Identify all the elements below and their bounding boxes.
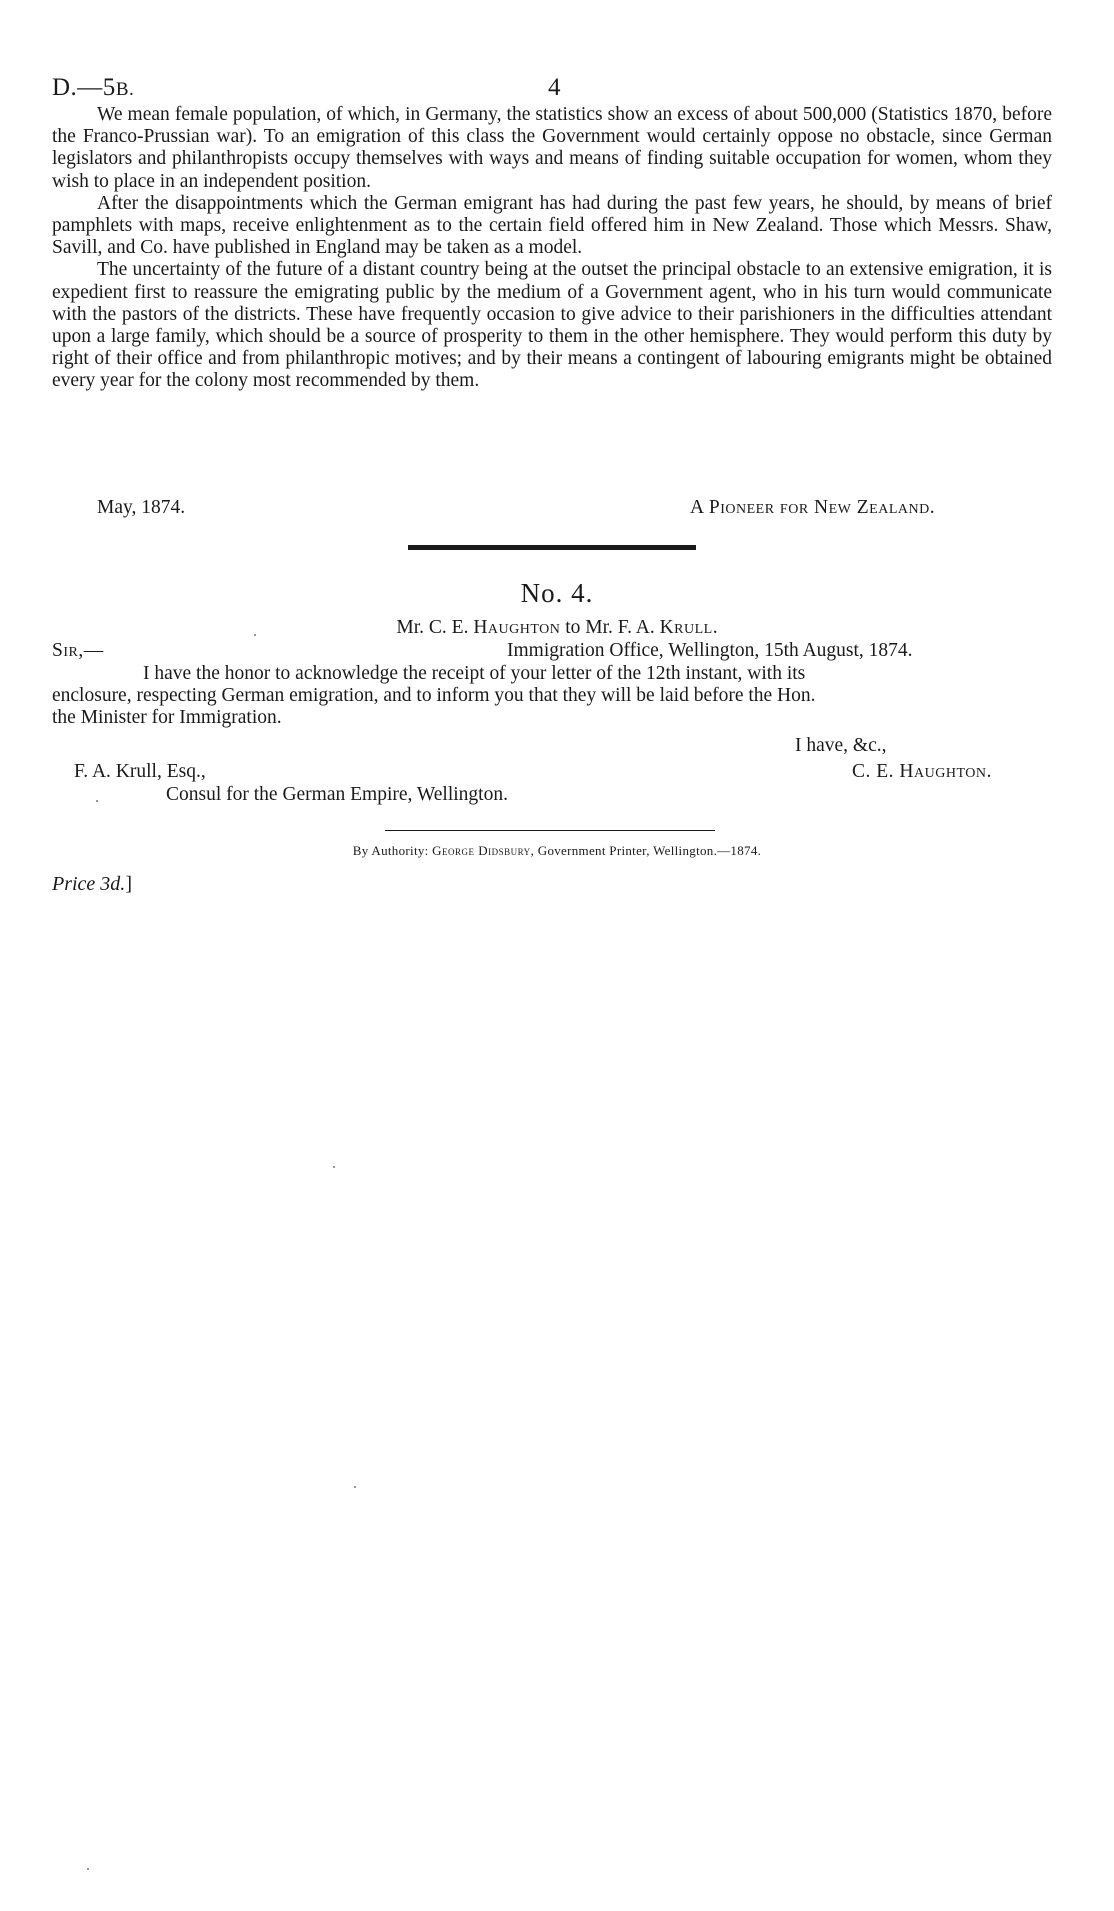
price-bracket: ] bbox=[125, 873, 132, 895]
letter-signer: C. E. Haughton. bbox=[852, 761, 992, 782]
letter-sender-name: Haughton bbox=[473, 617, 561, 638]
letter-recipient-name: Krull bbox=[659, 617, 713, 638]
memorandum-body bbox=[52, 104, 1052, 393]
letter-title-end: . bbox=[712, 617, 718, 638]
price-label bbox=[52, 873, 132, 896]
letter-salutation: Sir,— bbox=[52, 640, 104, 661]
letter-valediction: I have, &c., bbox=[795, 735, 887, 756]
section-heading: No. 4. bbox=[520, 578, 594, 608]
scan-speck bbox=[354, 1486, 356, 1488]
letter-title-prefix: Mr. C. E. bbox=[396, 617, 474, 638]
authority-suffix: , Government Printer, Wellington.—1874. bbox=[530, 843, 762, 858]
page-number: 4 bbox=[548, 74, 561, 101]
printer-authority bbox=[0, 843, 1114, 859]
section-divider bbox=[408, 545, 696, 550]
letter-recipient-title: Consul for the German Empire, Wellington. bbox=[166, 784, 508, 805]
scan-speck bbox=[254, 634, 256, 636]
letter-recipient-name: F. A. Krull, Esq., bbox=[74, 761, 206, 782]
letter-address: Immigration Office, Wellington, 15th August, 1874. bbox=[507, 640, 913, 661]
price-text: Price 3d. bbox=[52, 873, 126, 895]
letter-title-to: to Mr. F. A. bbox=[560, 617, 660, 638]
reference-prefix: D.—5 bbox=[52, 74, 116, 101]
paragraph-female-population: We mean female population, of which, in Germany, the statistics show an excess of about 500,000 (Statistics 1870, before the Franco-Prussian war). To an emigration of this class the Government would certainly oppose no obstacle, since German legislators and philanthropists occupy themselves with ways and means of finding suitable occupation for women, whom they wish to place in an independent position. bbox=[52, 104, 1052, 192]
scan-speck bbox=[333, 1166, 335, 1168]
printer-name: George Didsbury bbox=[432, 843, 531, 858]
authority-prefix: By Authority: bbox=[352, 843, 433, 858]
scan-speck bbox=[96, 800, 98, 802]
document-reference bbox=[52, 74, 134, 102]
letter-body-line-3: the Minister for Immigration. bbox=[52, 707, 282, 728]
reference-suffix: B. bbox=[115, 79, 135, 100]
letter-body-line-1: I have the honor to acknowledge the receipt of your letter of the 12th instant, with its bbox=[143, 663, 806, 684]
paragraph-disappointments: After the disappointments which the German emigrant has had during the past few years, he should, by means of brief pamphlets with maps, receive enlightenment as to the certain field offered him in New Zealand. Those which Messrs. Shaw, Savill, and Co. have published in England may be taken as a model. bbox=[52, 192, 1052, 259]
memo-signature: A Pioneer for New Zealand. bbox=[690, 497, 936, 518]
footer-rule bbox=[385, 830, 715, 831]
letter-title bbox=[0, 617, 1114, 639]
paragraph-uncertainty: The uncertainty of the future of a distant country being at the outset the principal obstacle to an extensive emigration, it is expedient first to reassure the emigrating public by the medium of a Government agent, who in his turn would communicate with the pastors of the districts. These have frequently occasion to give advice to their parishioners in the difficulties attendant upon a large family, which should be a source of prosperity to them in the other hemisphere. They would perform this duty by right of their office and from philanthropic motives; and by their means a contingent of labouring emigrants might be obtained every year for the colony most recommended by them. bbox=[52, 259, 1052, 392]
memo-date: May, 1874. bbox=[97, 497, 186, 518]
scan-speck bbox=[87, 1868, 89, 1870]
letter-body-line-2: enclosure, respecting German emigration, and to inform you that they will be laid before the Hon. bbox=[52, 685, 816, 706]
